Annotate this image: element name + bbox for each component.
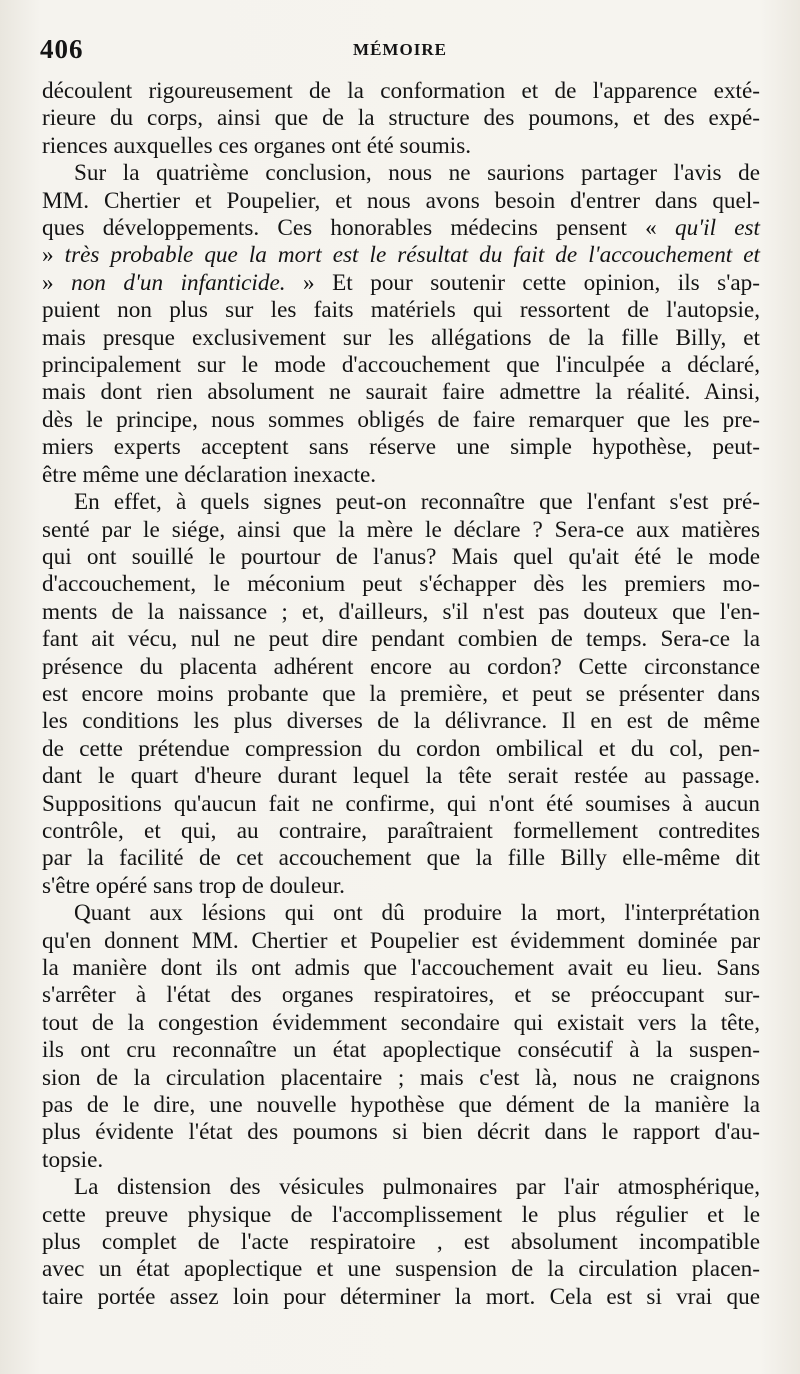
paragraph — [42, 489, 760, 516]
text-line: ils ont cru reconnaître un état apoplectique consécutif à la suspen- — [42, 1037, 760, 1064]
text-line: est encore moins probante que la première, et peut se présenter dans — [42, 680, 760, 707]
paragraph — [42, 900, 760, 927]
text-line: mais dont rien absolument ne saurait faire admettre la réalité. Ainsi, — [42, 379, 760, 406]
text-line: la manière dont ils ont admis que l'accouchement avait eu lieu. Sans — [42, 955, 760, 981]
text-line: miers experts acceptent sans réserve une simple hypothèse, peut- — [42, 434, 760, 461]
body-text — [42, 78, 760, 1311]
text-line: dant le quart d'heure durant lequel la tête serait restée au passage. — [42, 763, 760, 790]
text-line: senté par le siége, ainsi que la mère le déclare ? Sera-ce aux matières — [42, 516, 760, 543]
text-line: dès le principe, nous sommes obligés de faire remarquer que les pre- — [42, 406, 760, 433]
text-line: qui ont souillé le pourtour de l'anus? Mais quel qu'ait été le mode — [42, 543, 760, 570]
paragraph — [42, 160, 760, 187]
text-line: ments de la naissance ; et, d'ailleurs, s'il n'est pas douteux que l'en- — [42, 598, 760, 625]
text-fragment: ques développements. Ces honorables médecins pensent « — [42, 215, 675, 242]
text-line: sion de la circulation placentaire ; mais c'est là, nous ne craignons — [42, 1064, 760, 1091]
text-line: plus complet de l'acte respiratoire , est absolument incompatible — [42, 1229, 760, 1256]
text-line: puient non plus sur les faits matériels qui ressortent de l'autopsie, — [42, 297, 760, 324]
paragraph-continued — [42, 517, 760, 901]
text-line: La distension des vésicules pulmonaires par l'air atmosphérique, — [74, 1174, 760, 1201]
text-line: cette preuve physique de l'accomplissement le plus régulier et le — [42, 1201, 760, 1228]
text-line: qu'en donnent MM. Chertier et Poupelier est évidemment dominée par — [42, 927, 760, 954]
text-line: taire portée assez loin pour déterminer la mort. Cela est si vrai que — [42, 1283, 760, 1310]
text-line: d'accouchement, le méconium peut s'échapper dès les premiers mo- — [42, 571, 760, 598]
text-line: Sur la quatrième conclusion, nous ne saurions partager l'avis de — [74, 160, 760, 187]
paragraph-continued — [42, 928, 760, 1175]
text-line: de cette prétendue compression du cordon ombilical et du col, pen- — [42, 735, 760, 762]
text-line: pas de le dire, une nouvelle hypothèse que dément de la manière la — [42, 1092, 760, 1119]
text-line: s'arrêter à l'état des organes respiratoires, et se préoccupant sur- — [42, 982, 760, 1009]
text-line: En effet, à quels signes peut-on reconnaître que l'enfant s'est pré- — [74, 489, 760, 516]
text-line: rieure du corps, ainsi que de la structure des poumons, et des expé- — [42, 105, 760, 132]
quoted-text: très probable que la mort est le résultat du fait de l'accouchement et — [64, 242, 760, 269]
paragraph-continued — [42, 1202, 760, 1312]
text-line: par la facilité de cet accouchement que la fille Billy elle-même dit — [42, 845, 760, 872]
text-line: les conditions les plus diverses de la délivrance. Il en est de même — [42, 708, 760, 735]
text-line: principalement sur le mode d'accouchement que l'inculpée a déclaré, — [42, 352, 760, 379]
text-line: avec un état apoplectique et une suspension de la circulation placen- — [42, 1256, 760, 1283]
quoted-text: non d'un infanticide. — [71, 269, 286, 296]
paragraph — [42, 1174, 760, 1201]
text-line: découlent rigoureusement de la conformation et de l'apparence exté- — [42, 78, 760, 104]
text-line: topsie. — [42, 1146, 104, 1173]
text-line: » très probable que la mort est le résultat du fait de l'accouchement et — [42, 242, 760, 269]
text-line: riences auxquelles ces organes ont été soumis. — [42, 132, 472, 159]
text-line: Quant aux lésions qui ont dû produire la mort, l'interprétation — [74, 900, 760, 927]
text-line: s'être opéré sans trop de douleur. — [42, 872, 345, 899]
text-line — [42, 215, 760, 242]
paragraph-continued — [42, 188, 760, 489]
page-number: 406 — [40, 34, 84, 64]
quoted-text: qu'il est — [675, 215, 761, 242]
paragraph — [42, 78, 760, 160]
running-title: MÉMOIRE — [353, 40, 447, 59]
text-line: être même une déclaration inexacte. — [42, 461, 377, 488]
text-line: présence du placenta adhérent encore au cordon? Cette circonstance — [42, 653, 760, 680]
page-header — [40, 34, 760, 68]
text-line: tout de la congestion évidemment secondaire qui existait vers la tête, — [42, 1009, 760, 1036]
text-line: MM. Chertier et Poupelier, et nous avons besoin d'entrer dans quel- — [42, 187, 760, 214]
text-line: fant ait vécu, nul ne peut dire pendant combien de temps. Sera-ce la — [42, 626, 760, 653]
text-line: contrôle, et qui, au contraire, paraîtraient formellement contredites — [42, 817, 760, 844]
text-line: plus évidente l'état des poumons si bien décrit dans le rapport d'au- — [42, 1119, 760, 1146]
text-line: mais presque exclusivement sur les allégations de la fille Billy, et — [42, 324, 760, 351]
text-line: » non d'un infanticide. » Et pour soutenir cette opinion, ils s'ap- — [42, 269, 760, 296]
text-line: Suppositions qu'aucun fait ne confirme, qui n'ont été soumises à aucun — [42, 790, 760, 817]
